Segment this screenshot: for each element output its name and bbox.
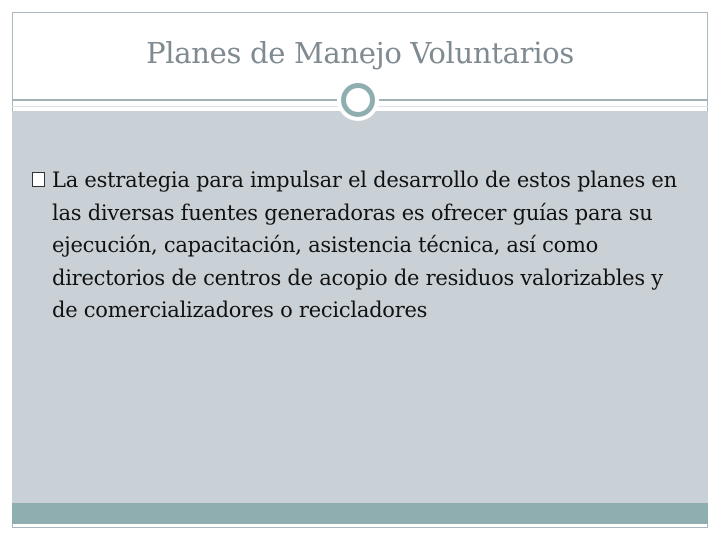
slide-title: Planes de Manejo Voluntarios (146, 36, 574, 70)
list-item (32, 164, 692, 327)
bullet-text: La estrategia para impulsar el desarrollo de estos planes en las diversas fuentes generadoras es ofrecer guías para su ejecución, capacitación, asistencia técnica, así como directorios de centros de acopio de residuos valorizables y de comercializadores o recicladores (52, 168, 677, 322)
square-bullet-icon (32, 172, 45, 187)
bullet-list (32, 164, 692, 327)
circle-ring-icon (337, 79, 379, 121)
footer-bar (12, 503, 708, 524)
circle-ring-inner (341, 83, 375, 117)
